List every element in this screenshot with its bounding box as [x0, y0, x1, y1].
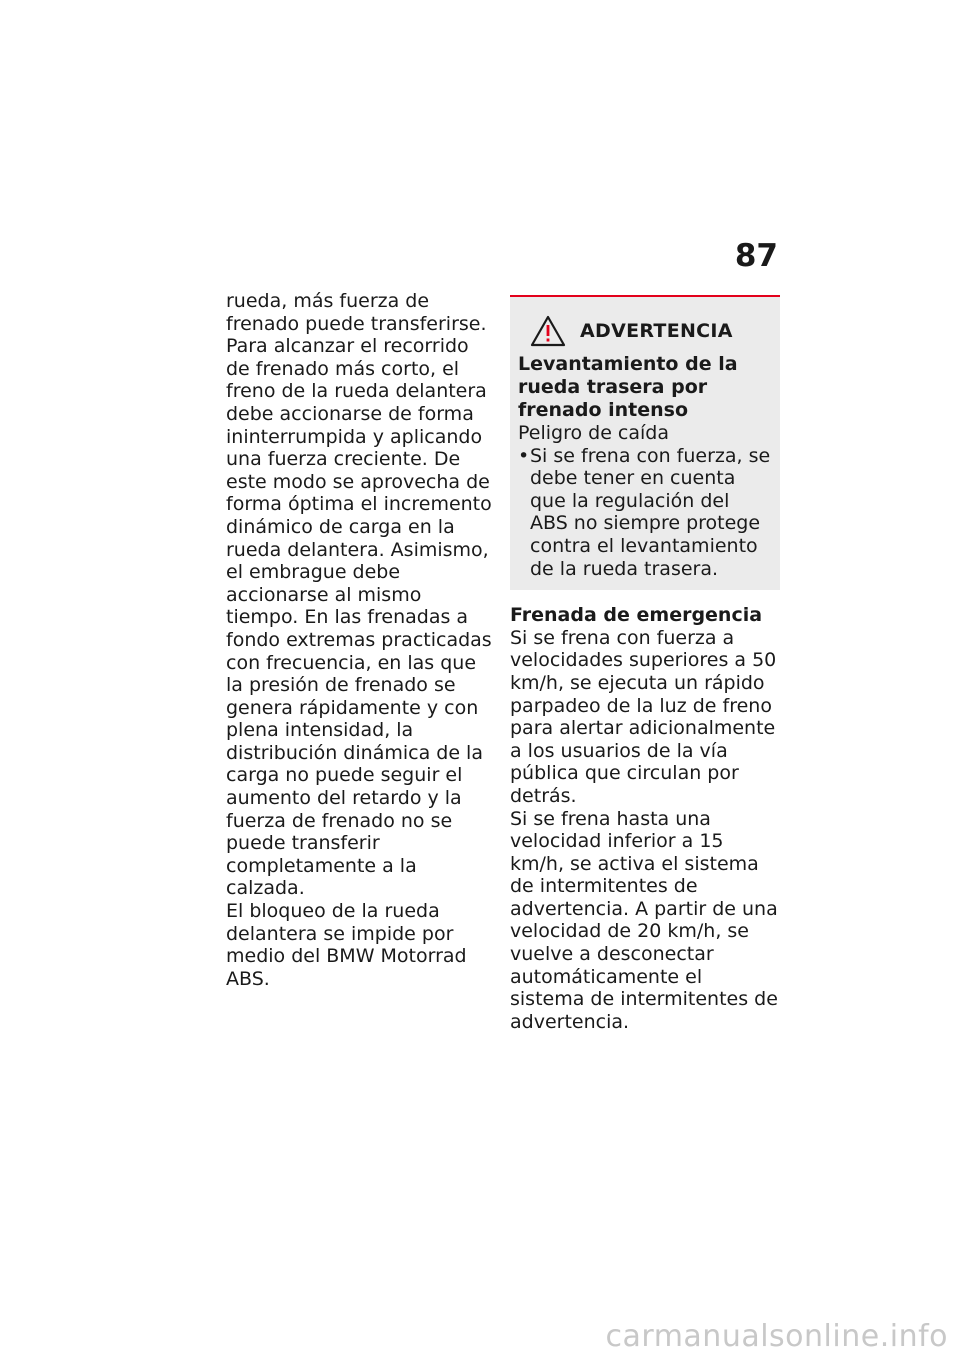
warning-bullet-text: Si se frena con fuerza, se debe tener en cuenta que la regulación del ABS no siempre protege contra el levantamiento de la rueda trasera. [530, 444, 771, 580]
paragraph: Para alcanzar el recorrido de frenado más corto, el freno de la rueda delantera debe accionarse de forma ininterrumpida y aplicando una fuerza creciente. De este modo se aprovecha de forma óptima el incremento dinámico de carga en la rueda delantera. Asimismo, el embrague debe accionarse al mismo tiempo. En las frenadas a fondo extremas practicadas con frecuencia, en las que la presión de frenado se genera rápidamente y con plena intensidad, la distribución dinámica de la carga no puede seguir el aumento del retardo y la fuerza de frenado no se puede transferir completamente a la calzada. [226, 335, 492, 900]
bullet-icon: • [518, 444, 530, 467]
left-column [226, 290, 496, 990]
warning-hazard: Peligro de caída [518, 422, 670, 444]
warning-box [510, 295, 780, 590]
warning-label: ADVERTENCIA [580, 319, 733, 342]
section-heading: Frenada de emergencia [510, 604, 763, 627]
paragraph: Si se frena hasta una velocidad inferior a 15 km/h, se activa el sistema de intermitentes de advertencia. A partir de una velocidad de 20 km/h, se vuelve a desconectar automáticamente el sistema de intermitentes de advertencia. [510, 807, 778, 1033]
warning-triangle-icon [530, 315, 566, 347]
paragraph: rueda, más fuerza de frenado puede transferirse. [226, 290, 487, 335]
paragraph: El bloqueo de la rueda delantera se impide por medio del BMW Motorrad ABS. [226, 900, 467, 990]
right-column [510, 295, 780, 1033]
warning-bullet [518, 445, 772, 581]
warning-header [530, 315, 772, 347]
paragraph: Si se frena con fuerza a velocidades superiores a 50 km/h, se ejecuta un rápido parpadeo de la luz de freno para alertar adicionalmente a los usuarios de la vía pública que circulan por detrás. [510, 626, 777, 807]
page-number: 87 [734, 238, 778, 274]
watermark-text: carmanualsonline.info [605, 1319, 948, 1354]
warning-subtitle: Levantamiento de la rueda trasera por frenado intenso [518, 353, 738, 421]
